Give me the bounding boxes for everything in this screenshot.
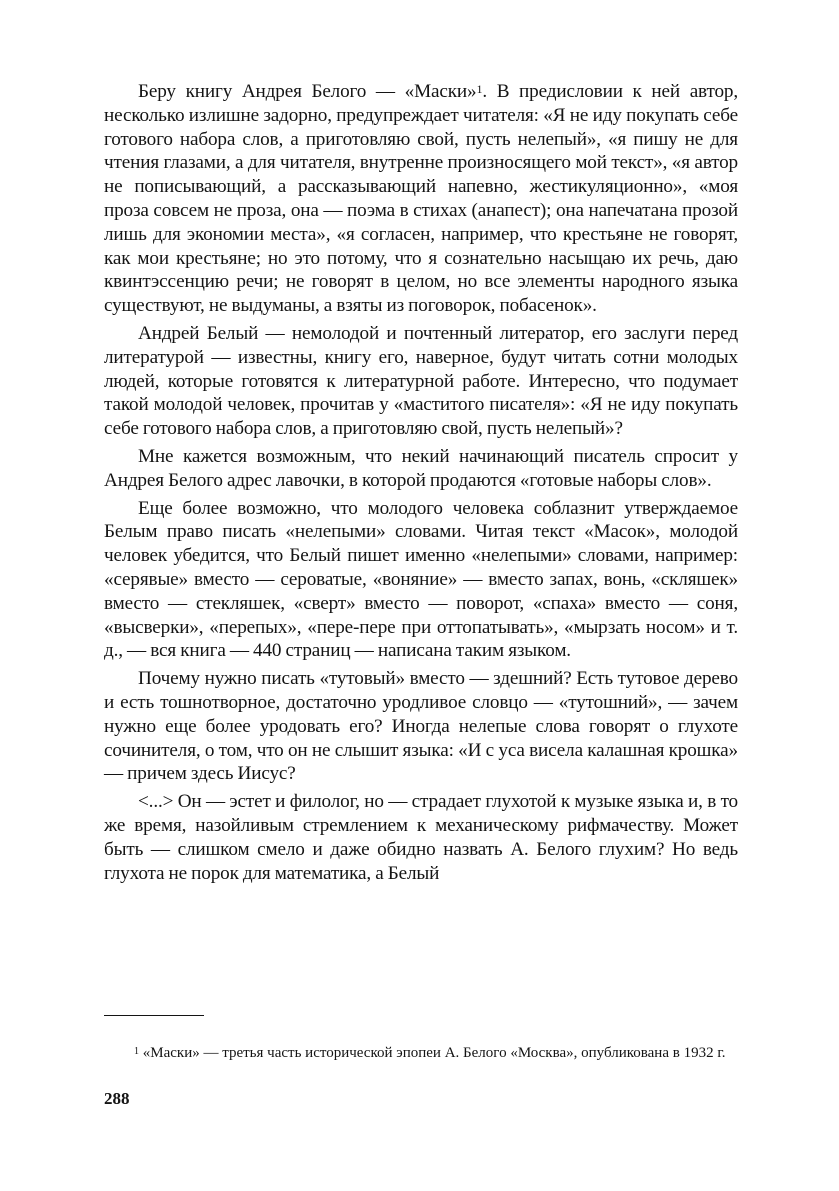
page-body — [104, 80, 738, 889]
footnote-mark: 1 — [134, 1046, 139, 1057]
paragraph — [104, 322, 738, 441]
paragraph — [104, 790, 738, 885]
paragraph-text: . В предисловии к ней автор, несколько излишне задорно, предупреждает читателя: «Я не иду покупать себе готового набора слов, а приготовляю свой, пусть нелепый», «я пишу не для чтения глазами, а для читателя, внутренне произносящего мой текст», «я автор не пописывающий, а рассказывающий напевно, жестикуляционно», «моя проза совсем не проза, она — поэма в стихах (анапест); она напечатана прозой лишь для экономии места», «я согласен, например, что крестьяне не говорят, как мои крестьяне; но это потому, что я сознательно насыщаю их речь, даю квинтэссенцию речи; не говорят в целом, но все элементы народного языка существуют, не выдуманы, а взяты из поговорок, побасенок». — [104, 81, 739, 317]
paragraph-text: Еще более возможно, что молодого человека соблазнит утверждаемое Белым право писать «нелепыми» словами. Читая текст «Масок», молодой человек убедится, что Белый пишет именно «нелепыми» словами, например: «серявые» вместо — сероватые, «воняние» — вместо запах, вонь, «скляшек» вместо — стекляшек, «сверт» вместо — поворот, «спаха» вместо — соня, «высверки», «перепых», «пере-пере при оттопатывать», «мырзать носом» и т. д., — вся книга — 440 страниц — написана таким языком. — [104, 497, 738, 662]
page-number: 288 — [104, 1089, 130, 1108]
footnote-text: «Маски» — третья часть исторической эпопеи А. Белого «Москва», опубликована в 1932 г. — [139, 1045, 726, 1061]
body-text — [104, 80, 738, 885]
paragraph — [104, 497, 738, 664]
footnote-separator — [104, 1015, 204, 1016]
paragraph-text: Андрей Белый — немолодой и почтенный литератор, его заслуги перед литературой — известны, книгу его, наверное, будут читать сотни молодых людей, которые готовятся к литературной работе. Интересно, что подумает такой молодой человек, прочитав у «маститого писателя»: «Я не иду покупать себе готового набора слов, а приготовляю свой, пусть нелепый»? — [104, 322, 738, 440]
paragraph-text: Почему нужно писать «тутовый» вместо — здешний? Есть тутовое дерево и есть тошнотворное, достаточно уродливое словцо — «тутошний», — зачем нужно еще более уродовать его? Иногда нелепые слова говорят о глухоте сочинителя, о том, что он не слышит языка: «И с уса висела калашная крошка» — причем здесь Иисус? — [104, 668, 738, 785]
paragraph — [104, 667, 738, 786]
paragraph — [104, 445, 738, 493]
footnote — [104, 1043, 738, 1063]
footnote-reference: 1 — [476, 82, 483, 96]
paragraph-text: <...> Он — эстет и филолог, но — страдает глухотой к музыке языка и, в то же время, назойливым стремлением к механическому рифмачеству. Может быть — слишком смело и даже обидно назвать А. Белого глухим? Но ведь глухота не порок для математика, а Белый — [104, 791, 738, 884]
paragraph-text: Беру книгу Андрея Белого — «Маски» — [138, 81, 477, 102]
paragraph-text: Мне кажется возможным, что некий начинающий писатель спросит у Андрея Белого адрес лавочки, в которой продаются «готовые наборы слов». — [104, 445, 738, 491]
paragraph — [104, 80, 738, 318]
